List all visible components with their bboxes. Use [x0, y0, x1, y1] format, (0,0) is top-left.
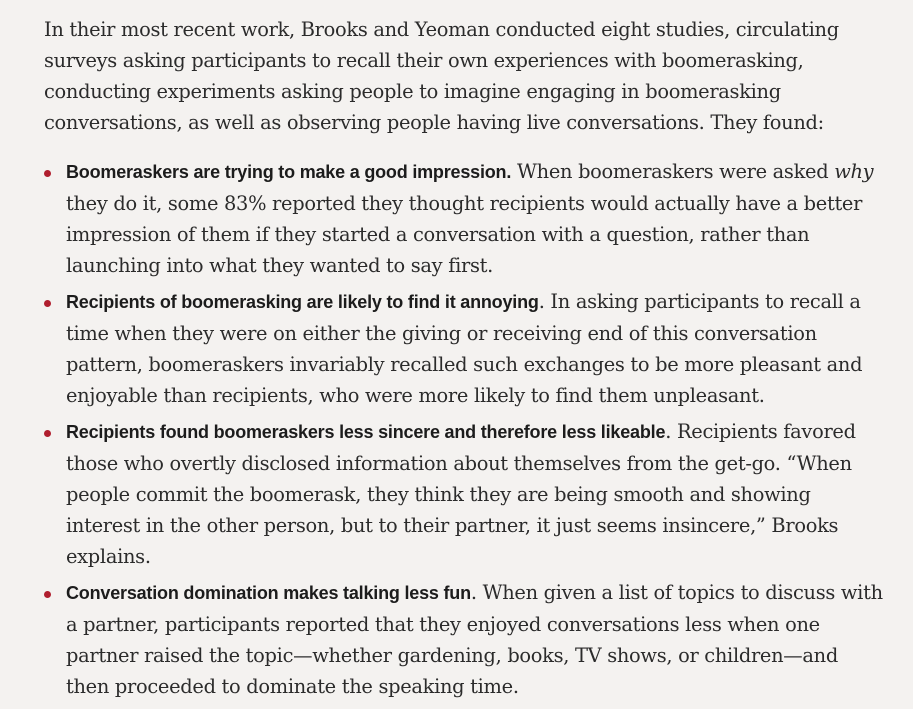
finding-text: . When given a list of topics to discuss with a partner, participants reported that they enjoyed conversations less when one partner raised the topic—whether gardening, books, TV shows, or children—and then proceeded to dominate the speaking time. — [66, 581, 883, 698]
bullet-dot-icon — [44, 591, 51, 598]
list-item — [44, 156, 883, 281]
list-item — [44, 577, 883, 702]
finding-text: they do it, some 83% reported they thought recipients would actually have a better impression of them if they started a conversation with a question, rather than launching into what they wanted to say first. — [66, 192, 863, 277]
list-item — [44, 286, 883, 411]
finding-text: . In asking participants to recall a time when they were on either the giving or receiving end of this conversation pattern, boomeraskers invariably recalled such exchanges to be more pleasant and enjoyable than recipients, who were more likely to find them unpleasant. — [66, 290, 863, 407]
bullet-dot-icon — [44, 170, 51, 177]
list-item — [44, 416, 883, 572]
bullet-dot-icon — [44, 430, 51, 437]
intro-paragraph: In their most recent work, Brooks and Yeoman conducted eight studies, circulating surveys asking participants to recall their own experiences with boomerasking, conducting experiments asking people to imagine engaging in boomerasking conversations, as well as observing people having live conversations. They found: — [44, 18, 839, 134]
finding-text: . Recipients favored those who overtly disclosed information about themselves from the get-go. “When people commit the boomerask, they think they are being smooth and showing interest in the other person, but to their partner, it just seems insincere,” Brooks explains. — [66, 420, 856, 568]
finding-lead: Recipients of boomerasking are likely to find it annoying — [66, 292, 539, 312]
finding-lead: Recipients found boomeraskers less sincere and therefore less likeable — [66, 422, 666, 442]
finding-emphasis: why — [834, 160, 874, 183]
finding-lead: Conversation domination makes talking less fun — [66, 583, 471, 603]
findings-list — [44, 156, 883, 702]
bullet-dot-icon — [44, 300, 51, 307]
finding-text: When boomeraskers were asked — [511, 160, 835, 183]
finding-lead: Boomeraskers are trying to make a good impression. — [66, 162, 512, 182]
